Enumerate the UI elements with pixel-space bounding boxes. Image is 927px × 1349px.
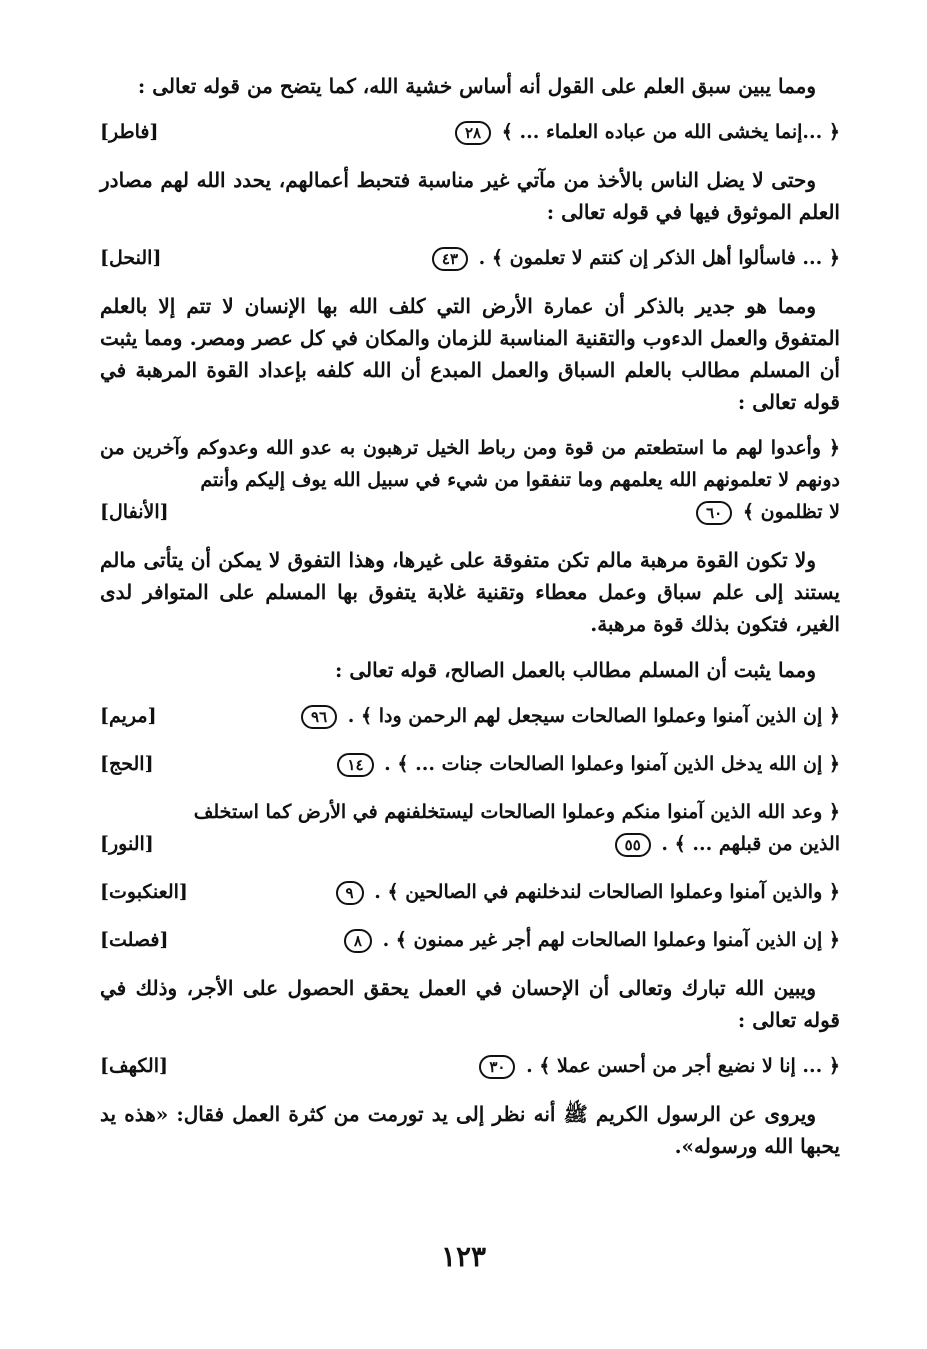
quran-verse	[100, 242, 840, 274]
verse-text: ﴿ ... إنا لا نضيع أجر من أحسن عملا ﴾ . ٣٠	[475, 1050, 840, 1082]
verse-text-end: الذين من قبلهم ... ﴾ . ٥٥	[611, 828, 840, 860]
paragraph: وحتى لا يضل الناس بالأخذ من مآتي غير مناسبة فتحبط أعمالهم، يحدد الله لهم مصادر العلم الموثوق فيها في قوله تعالى :	[100, 168, 840, 224]
verse-number: ٥٥	[615, 833, 651, 857]
verse-text: ﴿ والذين آمنوا وعملوا الصالحات لندخلنهم في الصالحين ﴾ . ٩	[332, 876, 840, 908]
paragraph: ويبين الله تبارك وتعالى أن الإحسان في العمل يحقق الحصول على الأجر، وذلك في قوله تعالى :	[100, 976, 840, 1032]
surah-name: [فاطر]	[100, 121, 159, 143]
quran-verse	[100, 748, 840, 780]
quran-verse	[100, 876, 840, 908]
verse-text: ﴿ وأعدوا لهم ما استطعتم من قوة ومن رباط الخيل ترهبون به عدو الله وعدوكم وآخرين من دونهم لا تعلمونهم الله يعلمهم وما تنفقوا من شيء في سبيل الله يوف إليكم وأنتم	[100, 437, 840, 491]
verse-number: ٤٣	[432, 247, 468, 271]
verse-text: ﴿ ...إنما يخشى الله من عباده العلماء ... ﴾ ٢٨	[451, 116, 840, 148]
verse-number: ٩٦	[301, 705, 337, 729]
quran-verse	[100, 700, 840, 732]
surah-name: [النور]	[100, 833, 154, 855]
quran-verse	[100, 1050, 840, 1082]
paragraph: ويروى عن الرسول الكريم ﷺ أنه نظر إلى يد تورمت من كثرة العمل فقال: «هذه يد يحبها الله ورسوله».	[100, 1102, 840, 1158]
page-body	[100, 70, 840, 1176]
page-number: ١٢٣	[440, 1240, 487, 1273]
surah-name: [الحج]	[100, 753, 154, 775]
verse-number: ١٤	[337, 753, 373, 777]
paragraph: ومما يثبت أن المسلم مطالب بالعمل الصالح، قوله تعالى :	[335, 658, 816, 682]
verse-text: ﴿ ... فاسألوا أهل الذكر إن كنتم لا تعلمون ﴾ . ٤٣	[428, 242, 840, 274]
verse-number: ٨	[344, 929, 372, 953]
paragraph: ولا تكون القوة مرهبة مالم تكن متفوقة على غيرها، وهذا التفوق لا يمكن أن يتأتى مالم يستند إلى علم سباق وعمل معطاء وتقنية غلابة يتفوق بها المسلم على المتوافر لدى الغير، فتكون بذلك قوة مرهبة.	[100, 548, 840, 636]
verse-number: ٣٠	[479, 1055, 515, 1079]
quran-verse	[100, 432, 840, 528]
verse-text: ﴿ إن الذين آمنوا وعملوا الصالحات لهم أجر غير ممنون ﴾ . ٨	[340, 924, 840, 956]
quran-verse	[100, 796, 840, 860]
verse-text: ﴿ إن الله يدخل الذين آمنوا وعملوا الصالحات جنات ... ﴾ . ١٤	[333, 748, 840, 780]
paragraph: ومما يبين سبق العلم على القول أنه أساس خشية الله، كما يتضح من قوله تعالى :	[137, 74, 816, 98]
verse-text-end: لا تظلمون ﴾ ٦٠	[692, 496, 840, 528]
verse-text: ﴿ إن الذين آمنوا وعملوا الصالحات سيجعل لهم الرحمن ودا ﴾ . ٩٦	[297, 700, 840, 732]
surah-name: [الكهف]	[100, 1055, 168, 1077]
surah-name: [الأنفال]	[100, 501, 169, 523]
quran-verse	[100, 924, 840, 956]
verse-text: ﴿ وعد الله الذين آمنوا منكم وعملوا الصالحات ليستخلفنهم في الأرض كما استخلف	[193, 801, 840, 823]
verse-number: ٩	[336, 881, 364, 905]
surah-name: [العنكبوت]	[100, 881, 188, 903]
verse-number: ٦٠	[696, 501, 732, 525]
surah-name: [النحل]	[100, 247, 162, 269]
quran-verse	[100, 116, 840, 148]
verse-number: ٢٨	[455, 121, 491, 145]
surah-name: [مريم]	[100, 705, 157, 727]
paragraph: ومما هو جدير بالذكر أن عمارة الأرض التي كلف الله بها الإنسان لا تتم إلا بالعلم المتفوق والعمل الدءوب والتقنية المناسبة للزمان والمكان في كل عصر ومصر. ومما يثبت أن المسلم مطالب بالعلم السباق والعمل المبدع أن الله كلفه بإعداد القوة المرهبة في قوله تعالى :	[100, 294, 840, 414]
surah-name: [فصلت]	[100, 929, 169, 951]
